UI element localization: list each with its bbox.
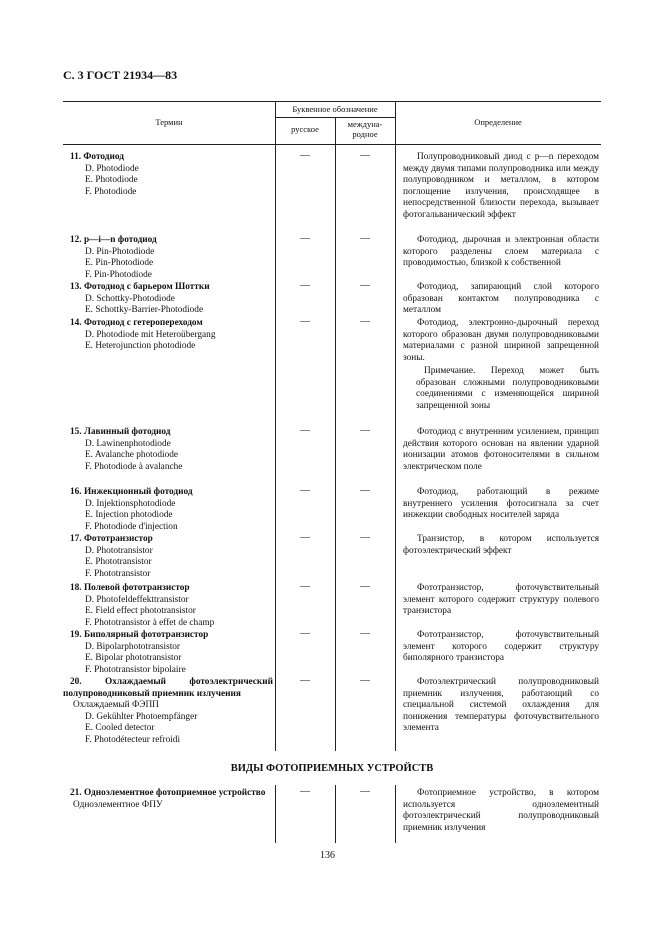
dash-int-20: — <box>360 675 370 686</box>
header-term: Термин <box>155 117 183 127</box>
term-18: 18. Полевой фототранзистор D. Photofeldeffekttransistor E. Field effect phototransistor F. Phototransistor à effet de champ <box>70 583 215 628</box>
dash-int-17: — <box>360 532 370 543</box>
dash-int-21: — <box>360 786 370 797</box>
definition-17: Транзистор, в котором используется фотоэлектрический эффект <box>403 534 599 556</box>
definition-14: Фотодиод, электронно-дырочный переход которого образован двумя полупроводниковыми материалами с разной шириной запрещенной зоны. <box>403 318 599 363</box>
dash-ru-15: — <box>300 425 310 436</box>
term-17: 17. Фототранзистор D. Phototransistor E. Phototransistor F. Phototransistor <box>70 534 153 579</box>
term-14: 14. Фотодиод с гетеропереходом D. Photodiode mit Heteroübergang E. Heterojunction photodiode <box>70 318 216 352</box>
column-divider-4 <box>275 785 276 843</box>
dash-int-13: — <box>360 280 370 291</box>
term-16: 16. Инжекционный фотодиод D. Injektionsphotodiode E. Injection photodiode F. Photodiode d'injection <box>70 487 193 532</box>
dash-ru-13: — <box>300 280 310 291</box>
column-divider-3 <box>395 101 396 751</box>
note-14: Примечание. Переход может быть образован сложными полупроводниковыми соединениями с изменяющейся шириной запрещенной зоны <box>416 366 599 411</box>
document-header: С. 3 ГОСТ 21934—83 <box>63 68 178 82</box>
column-divider-1 <box>275 101 276 751</box>
dash-ru-14: — <box>300 316 310 327</box>
definition-18: Фототранзистор, фоточувствительный элемент которого содержит структуру полевого транзистора <box>403 583 599 617</box>
term-15: 15. Лавинный фотодиод D. Lawinenphotodiode E. Avalanche photodiode F. Photodiode à avalanche <box>70 427 183 472</box>
definition-20: Фотоэлектрический полупроводниковый приемник излучения, работающий со специальной системой охлаждения для понижения температуры фоточувствительного элемента <box>403 677 599 734</box>
definition-21: Фотоприемное устройство, в котором используется одноэлементный фотоэлектрический полупроводниковый приемник излучения <box>403 788 599 833</box>
header-international: междуна- родное <box>347 119 383 139</box>
column-divider-6 <box>395 785 396 843</box>
term-12: 12. p—i—n фотодиод D. Pin-Photodiode E. Pin-Photodiode F. Pin-Photodiode <box>70 235 157 280</box>
definition-11: Полупроводниковый диод с p—n переходом между двумя типами полупроводника или между полупроводником и металлом, в котором поглощение излучения, происходящее в непосредственной близости перехода, вызывает фотогальванический эффект <box>403 152 599 220</box>
dash-int-11: — <box>360 150 370 161</box>
definition-12: Фотодиод, дырочная и электронная области которого разделены слоем материала с проводимостью, близкой к собственной <box>403 235 599 269</box>
dash-int-19: — <box>360 628 370 639</box>
dash-int-12: — <box>360 233 370 244</box>
dash-int-14: — <box>360 316 370 327</box>
dash-int-16: — <box>360 485 370 496</box>
term-21: 21. Одноэлементное фотоприемное устройство Одноэлементное ФПУ <box>70 788 266 810</box>
dash-int-15: — <box>360 425 370 436</box>
dash-ru-16: — <box>300 485 310 496</box>
dash-ru-17: — <box>300 532 310 543</box>
column-divider-5 <box>335 785 336 843</box>
term-19: 19. Биполярный фототранзистор D. Bipolarphototransistor E. Bipolar phototransistor F. Phototransistor bipolaire <box>70 630 209 675</box>
table-header-rule <box>63 144 601 145</box>
page-number: 136 <box>320 850 335 861</box>
dash-ru-19: — <box>300 628 310 639</box>
definition-16: Фотодиод, работающий в режиме внутреннего усиления фотосигнала за счет инжекции свободных носителей заряда <box>403 487 599 521</box>
dash-int-18: — <box>360 581 370 592</box>
dash-ru-21: — <box>300 786 310 797</box>
header-letter-designation: Буквенное обозначение <box>292 104 378 114</box>
dash-ru-11: — <box>300 150 310 161</box>
header-russian: русское <box>291 124 319 134</box>
table-top-rule <box>63 101 601 102</box>
definition-19: Фототранзистор, фоточувствительный элемент которого содержит структуру биполярного транзистора <box>403 630 599 664</box>
header-definition: Определение <box>474 117 522 127</box>
dash-ru-12: — <box>300 233 310 244</box>
column-divider-2 <box>335 117 336 751</box>
definition-15: Фотодиод с внутренним усилением, принцип действия которого основан на явлении ударной ионизации атомов фотоносителями в сильном электрическом поле <box>403 427 599 472</box>
term-20: 20. Охлаждаемый фотоэлектрический полупроводниковый приемник излучения Охлаждаемый ФЭПП D. Gekühlter Photoempfänger E. Cooled detector F. Photodétecteur refroidi <box>63 677 273 745</box>
dash-ru-18: — <box>300 581 310 592</box>
section-title: ВИДЫ ФОТОПРИЕМНЫХ УСТРОЙСТВ <box>230 763 434 774</box>
term-11: 11. Фотодиод D. Photodiode E. Photodiode F. Photodiode <box>70 152 139 197</box>
definition-13: Фотодиод, запирающий слой которого образован контактом полупроводника с металлом <box>403 282 599 316</box>
dash-ru-20: — <box>300 675 310 686</box>
term-13: 13. Фотодиод с барьером Шоттки D. Schottky-Photodiode E. Schottky-Barrier-Photodiode <box>70 282 210 316</box>
